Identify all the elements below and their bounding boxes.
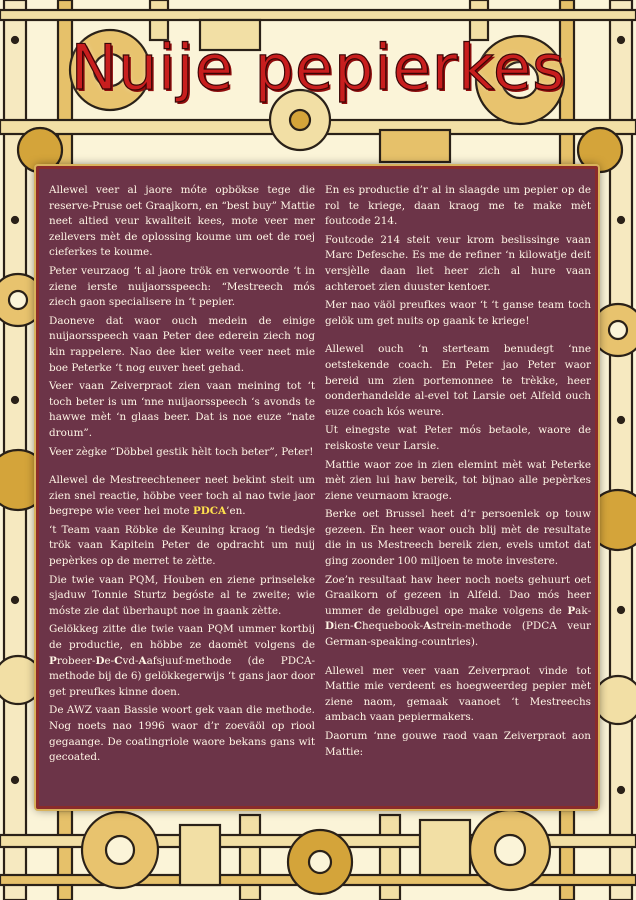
paragraph: Daorum ‘nne gouwe raod vaan Zeiverpraot aon Mattie: xyxy=(325,730,591,758)
paragraph-text: ien- xyxy=(334,620,354,633)
paragraph: Allewel ouch ‘n sterteam benudegt ‘nne oetstekende coach. En Peter jao Peter waor bereid um zien portemonnee te trèkke, heer oonderhandelde al-evel tot Larsie oet Alfeld ouch euze coach kós weure. xyxy=(325,343,591,418)
acronym-letter: D xyxy=(325,620,335,633)
paragraph-text: vd- xyxy=(122,654,139,667)
paragraph-text: ak- xyxy=(575,604,591,617)
paragraph-text: e- xyxy=(104,654,115,667)
paragraph: Allewel mer veer vaan Zeiverpraot vinde tot Mattie mie verdeent es hoegweerdeg pepier mèt ziene naom, gemaak vaanoet ‘t Mestreechs ambach vaan pepiermakers. xyxy=(325,664,591,724)
paragraph: ‘t Team vaan Röbke de Keuning kraog ‘n tiedsje trök vaan Kapitein Peter de opdracht um nuij pepèrkes op de merret te zètte. xyxy=(49,523,315,568)
left-column xyxy=(49,183,315,769)
pdca-highlight: PDCA xyxy=(192,505,227,518)
acronym-letter: P xyxy=(49,654,57,667)
paragraph-gap xyxy=(325,654,591,664)
paragraph xyxy=(49,473,315,520)
acronym-letter: A xyxy=(138,654,147,667)
paragraph: Allewel veer al jaore móte opbökse tege die reserve-Pruse oet Graajkorn, en “best buy” Mattie neet altied veur kwaliteit kees, mote veer mer zellevers mèt de oplossing koume um oet de roej cieferkes te koume. xyxy=(49,184,315,259)
paragraph-text: ’en. xyxy=(226,505,246,518)
paragraph-text: afsjuuf-methode (de PDCA-methode bij de 6) gelökkegerwijs ‘t gans jaor door get preufkes kinne doen. xyxy=(49,654,315,698)
acronym-letter: D xyxy=(95,654,105,667)
paragraph-text: hequebook- xyxy=(361,620,424,633)
paragraph-text: Zoe’n resultaat haw heer noch noets gehuurt oet Graaikorn of gezeen in Alfeld. Dao mós heer ummer de geldbugel ope make volgens de xyxy=(325,573,591,617)
paragraph: Die twie vaan PQM, Houben en ziene prinseleke sjaduw Tonnie Sturtz begóste al te zweite; wie móste zie dat überhaupt noe in gaank zètte. xyxy=(49,573,315,617)
paragraph: Veer zègke “Döbbel gestik hèlt toch beter”, Peter! xyxy=(49,445,314,458)
paragraph: Mer nao väöl preufkes waor ‘t ‘t ganse team toch gelök um get nuits op gaank te kriege! xyxy=(325,299,591,327)
paragraph-gap xyxy=(49,463,315,473)
paragraph: De AWZ vaan Bassie woort gek vaan die methode. Nog noets nao 1996 waor d’r zoeväöl op riool gegaange. De coatingriole waore bekans gans wit gecoated. xyxy=(49,704,315,764)
acronym-letter: C xyxy=(114,654,123,667)
paragraph: Foutcode 214 steit veur krom beslissinge vaan Marc Defesche. Es me de refiner ‘n kilowatje deit versjèlle daan liet heer zich al hure vaan achteroet zien duuster kentoer. xyxy=(325,233,591,293)
acronym-letter: P xyxy=(567,604,576,617)
paragraph: Peter veurzaog ‘t al jaore trök en verwoorde ‘t in ziene ierste nuijaorsspeech: “Mestreech mós ziech gaon specialisere in ‘t pepier. xyxy=(49,264,315,309)
paragraph: Berke oet Brussel heet d’r persoenlek op touw gezeen. En heer waor ouch blij mèt de resultate die in us Mestreech bereik zien, evels umtot dat ging zoonder 100 miljoen te mote investere. xyxy=(325,508,591,568)
paragraph: Veer vaan Zeiverpraot zien vaan meining tot ‘t toch beter is um ‘nne nuijaorsspeech ‘s avonds te hawwe mèt ‘n glaas beer. Dat is noe euze “nate droum”. xyxy=(49,380,315,439)
acronym-letter: A xyxy=(423,620,432,633)
paragraph-text: Gelökkeg zitte die twie vaan PQM ummer kortbij de productie, en höbbe ze daomèt volgens de xyxy=(49,623,315,652)
paragraph: En es productie d’r al in slaagde um pepier op de rol te kriege, daan kraog me te make mèt foutcode 214. xyxy=(325,184,591,228)
paragraph-text: robeer- xyxy=(56,654,96,667)
paragraph-text: strein-methode (PDCA veur German-speaking-countries). xyxy=(325,620,591,649)
right-column xyxy=(325,183,591,763)
paragraph: Mattie waor zoe in zien elemint mèt wat Peterke mèt zien lui haw bereik, tot bijnao alle pepèrkes ziene veurnaom kraoge. xyxy=(325,458,591,502)
paragraph xyxy=(325,573,591,651)
paragraph: Daoneve dat waor ouch medein de einige nuijaorsspeech vaan Peter dee ederein ziech nog kin rappelere. Nao dee kier weite veer neet mie boe Peterke ‘t nog euver heet gehad. xyxy=(49,314,315,374)
paragraph: Ut einegste wat Peter mós betaole, waore de reiskoste veur Larsie. xyxy=(325,424,591,452)
page-title: Nuije pepierkes xyxy=(70,31,566,104)
paragraph-text: Allewel de Mestreechteneer neet bekint steit um zien snel reactie, höbbe veer toch al nao twie jaor begrepe wie veer hei mote xyxy=(49,474,315,518)
article-panel xyxy=(36,166,598,809)
acronym-letter: C xyxy=(353,620,362,633)
paragraph-gap xyxy=(325,332,591,342)
paragraph xyxy=(49,622,315,700)
